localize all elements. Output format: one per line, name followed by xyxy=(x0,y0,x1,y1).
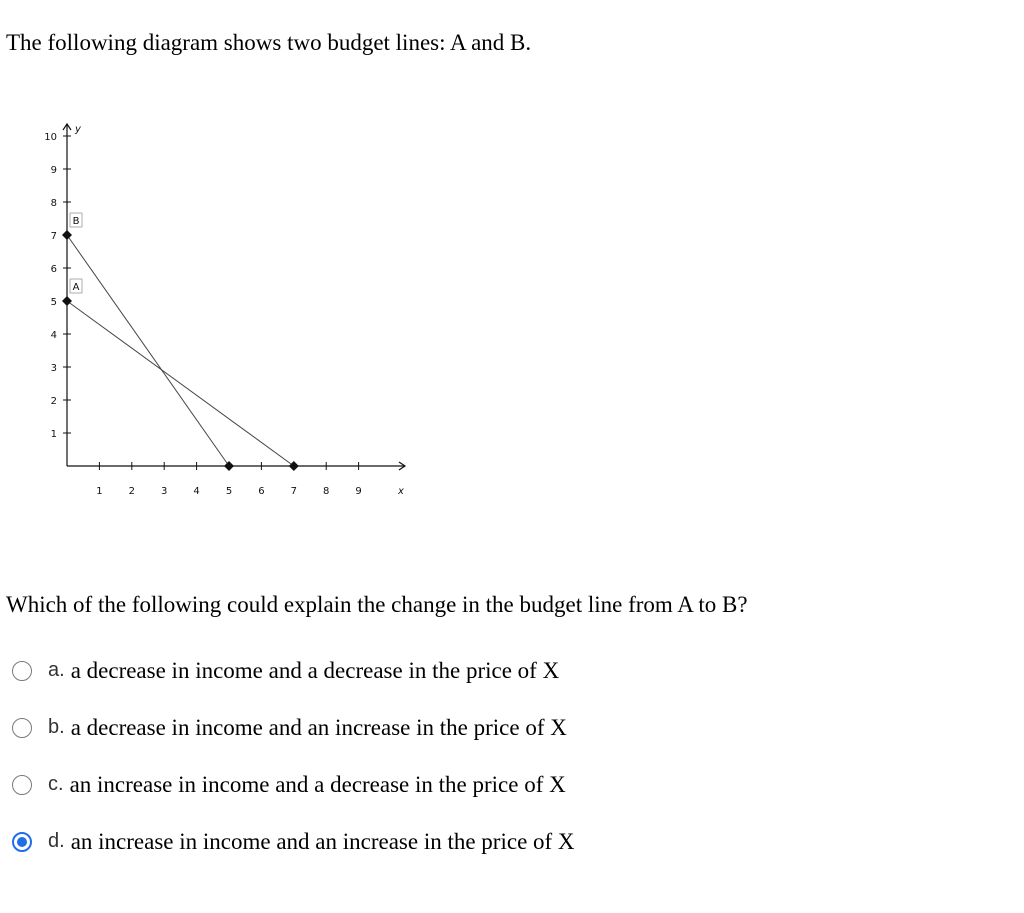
y-tick-label-3: 3 xyxy=(50,363,57,374)
option-c-letter: c. xyxy=(48,773,64,795)
x-tick-label-6: 6 xyxy=(258,486,265,497)
y-tick-label-2: 2 xyxy=(50,396,57,407)
series-label-B: B xyxy=(72,216,80,227)
option-b-text: a decrease in income and an increase in the price of X xyxy=(70,714,567,740)
y-tick-label-9: 9 xyxy=(50,165,57,176)
chart-ticks xyxy=(63,136,359,470)
y-axis-label: y xyxy=(75,124,81,135)
option-b-radio[interactable] xyxy=(12,718,32,738)
answer-options xyxy=(12,642,575,870)
budget-line-A xyxy=(67,301,294,466)
option-c[interactable] xyxy=(12,756,575,813)
option-a-letter: a. xyxy=(48,659,65,681)
budget-line-B-point-1 xyxy=(224,461,234,471)
budget-line-B-point-0 xyxy=(62,230,72,240)
chart-axes xyxy=(63,124,405,470)
option-c-radio[interactable] xyxy=(12,775,32,795)
x-tick-label-7: 7 xyxy=(290,486,297,497)
x-tick-label-5: 5 xyxy=(225,486,233,497)
budget-line-chart xyxy=(0,120,440,500)
option-c-text: an increase in income and a decrease in the price of X xyxy=(69,771,566,797)
y-tick-label-8: 8 xyxy=(50,198,57,209)
x-tick-label-2: 2 xyxy=(128,486,135,497)
option-a-radio[interactable] xyxy=(12,661,32,681)
y-tick-label-4: 4 xyxy=(50,330,57,341)
y-tick-label-7: 7 xyxy=(50,231,57,242)
series-label-A: A xyxy=(72,282,80,293)
x-tick-label-8: 8 xyxy=(323,486,330,497)
x-tick-label-4: 4 xyxy=(193,486,200,497)
option-b[interactable] xyxy=(12,699,575,756)
x-tick-label-1: 1 xyxy=(96,486,103,497)
y-tick-label-6: 6 xyxy=(50,264,57,275)
question-text: Which of the following could explain the change in the budget line from A to B? xyxy=(6,592,748,617)
y-tick-label-10: 10 xyxy=(44,132,57,143)
option-d-radio[interactable] xyxy=(12,832,32,852)
budget-line-B xyxy=(67,235,229,466)
budget-line-A-point-1 xyxy=(289,461,299,471)
intro-text: The following diagram shows two budget lines: A and B. xyxy=(6,30,532,55)
x-tick-label-9: 9 xyxy=(355,486,362,497)
option-d[interactable] xyxy=(12,813,575,870)
option-a[interactable] xyxy=(12,642,575,699)
x-tick-label-3: 3 xyxy=(161,486,168,497)
budget-line-A-point-0 xyxy=(62,296,72,306)
y-tick-label-5: 5 xyxy=(50,297,57,308)
chart-labels xyxy=(44,124,404,497)
option-b-letter: b. xyxy=(48,716,65,738)
option-d-text: an increase in income and an increase in the price of X xyxy=(70,828,575,854)
chart-series xyxy=(62,230,299,471)
option-d-letter: d. xyxy=(48,830,65,852)
x-axis-label: x xyxy=(398,486,404,497)
option-a-text: a decrease in income and a decrease in the price of X xyxy=(70,657,560,683)
y-tick-label-1: 1 xyxy=(50,429,57,440)
